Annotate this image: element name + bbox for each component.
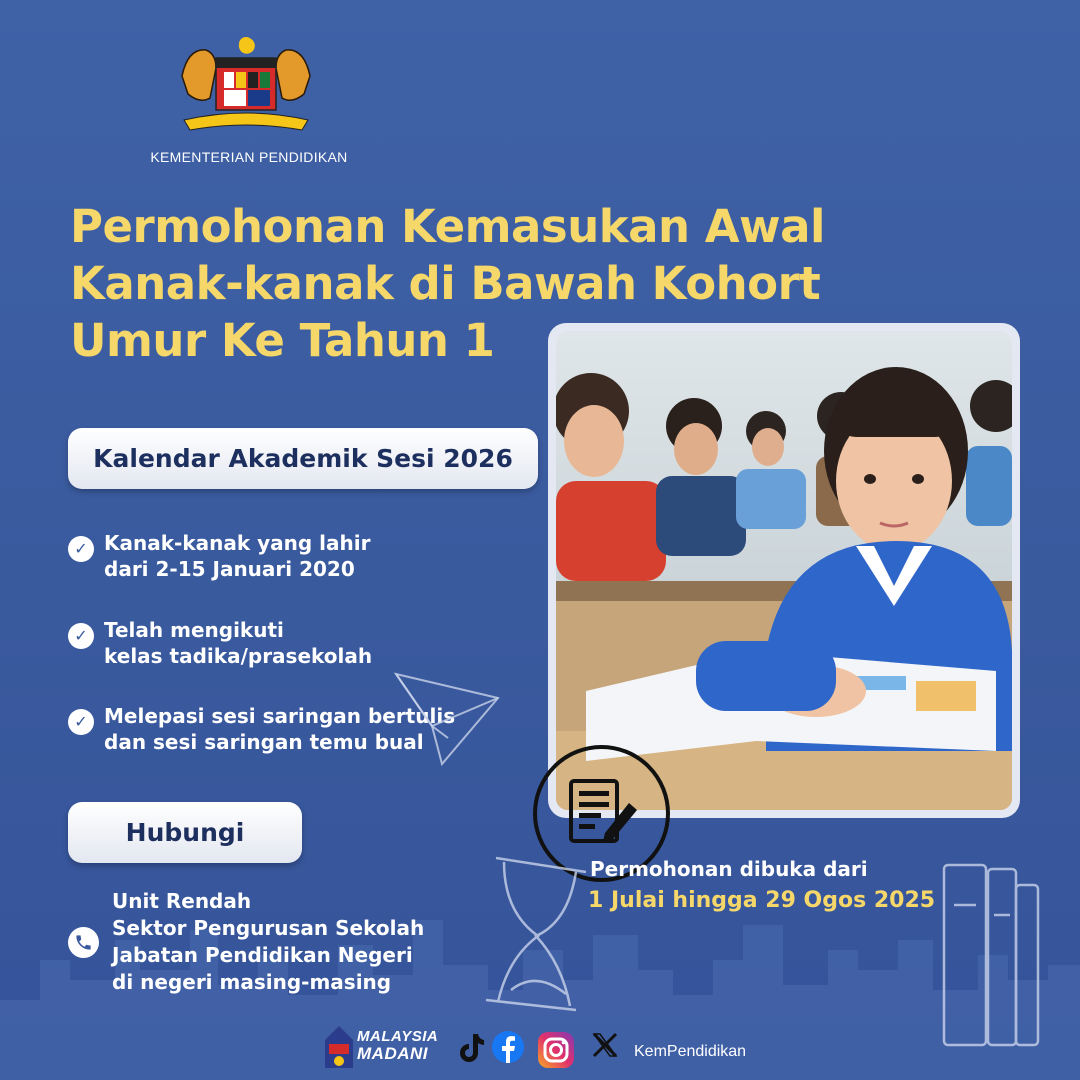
- academic-calendar-badge: Kalendar Akademik Sesi 2026: [68, 428, 538, 489]
- malaysia-madani-logo: [323, 1022, 445, 1072]
- criteria-line: dan sesi saringan temu bual: [104, 730, 424, 754]
- madani-line-1: MALAYSIA: [357, 1028, 439, 1045]
- books-icon: [930, 855, 1045, 1050]
- tiktok-icon[interactable]: [453, 1030, 487, 1064]
- application-period: 1 Julai hingga 29 Ogos 2025: [588, 888, 936, 913]
- check-circle-icon: ✓: [68, 623, 94, 649]
- madani-line-2: MADANI: [357, 1044, 428, 1063]
- social-handle[interactable]: KemPendidikan: [634, 1043, 747, 1060]
- title-line-2: Kanak-kanak di Bawah Kohort: [70, 257, 821, 310]
- paper-plane-icon: [392, 668, 502, 768]
- phone-icon: [68, 927, 99, 958]
- contact-line: Jabatan Pendidikan Negeri: [112, 943, 413, 967]
- criteria-line: Kanak-kanak yang lahir: [104, 531, 371, 555]
- contact-line: Sektor Pengurusan Sekolah: [112, 916, 425, 940]
- title-line-3: Umur Ke Tahun 1: [70, 314, 495, 367]
- ministry-name: KEMENTERIAN PENDIDIKAN: [150, 149, 348, 165]
- criteria-line: kelas tadika/prasekolah: [104, 644, 373, 668]
- facebook-icon[interactable]: [491, 1030, 525, 1064]
- coat-of-arms-logo: [176, 36, 316, 136]
- hourglass-icon: [466, 850, 596, 1015]
- contact-badge: Hubungi: [68, 802, 302, 863]
- contact-line: di negeri masing-masing: [112, 970, 392, 994]
- criteria-line: Telah mengikuti: [104, 618, 284, 642]
- instagram-icon[interactable]: [536, 1030, 576, 1070]
- x-icon[interactable]: [590, 1030, 620, 1060]
- classroom-photo: [556, 331, 1012, 810]
- criteria-line: Melepasi sesi saringan bertulis: [104, 704, 456, 728]
- application-open-label: Permohonan dibuka dari: [590, 857, 868, 881]
- check-circle-icon: ✓: [68, 709, 94, 735]
- check-circle-icon: ✓: [68, 536, 94, 562]
- footer: [323, 1022, 843, 1072]
- criteria-line: dari 2-15 Januari 2020: [104, 557, 355, 581]
- title-line-1: Permohonan Kemasukan Awal: [70, 200, 825, 253]
- contact-details: [112, 888, 424, 996]
- contact-line: Unit Rendah: [112, 889, 252, 913]
